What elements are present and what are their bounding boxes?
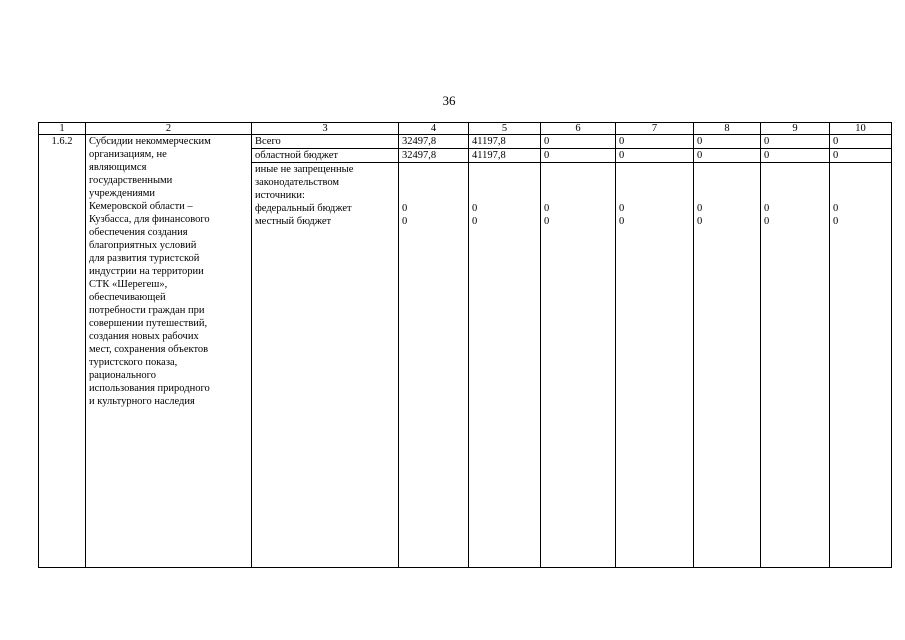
other-sources-line: законодательством xyxy=(255,177,340,188)
page-number: 36 xyxy=(442,93,456,108)
description-line: Кузбасса, для финансового xyxy=(89,214,210,225)
federal-value: 0 xyxy=(619,203,625,214)
value-cell-pair xyxy=(616,163,694,568)
description-line: индустрии на территории xyxy=(89,266,204,277)
row-code: 1.6.2 xyxy=(39,135,86,568)
local-value: 0 xyxy=(472,216,478,227)
header-cell: 2 xyxy=(86,123,252,135)
value-cell: 0 xyxy=(830,135,892,149)
federal-value: 0 xyxy=(833,203,839,214)
value-cell: 41197,8 xyxy=(469,135,541,149)
header-row xyxy=(39,123,892,135)
description-line: являющимся xyxy=(89,162,147,173)
description-line: организациям, не xyxy=(89,149,167,160)
local-value: 0 xyxy=(764,216,770,227)
description-line: обеспечения создания xyxy=(89,227,188,238)
description-line: и культурного наследия xyxy=(89,396,195,407)
description-line: потребности граждан при xyxy=(89,305,205,316)
header-cell: 5 xyxy=(469,123,541,135)
value-cell-pair xyxy=(469,163,541,568)
value-cell: 0 xyxy=(694,135,761,149)
local-value: 0 xyxy=(619,216,625,227)
header-cell: 4 xyxy=(399,123,469,135)
federal-value: 0 xyxy=(472,203,478,214)
source-label-federal: федеральный бюджет xyxy=(255,203,352,214)
description-line: туристского показа, xyxy=(89,357,178,368)
value-cell: 32497,8 xyxy=(399,135,469,149)
source-label-local: местный бюджет xyxy=(255,216,332,227)
value-cell-pair xyxy=(694,163,761,568)
description-line: Кемеровской области – xyxy=(89,201,193,212)
description-line: СТК «Шерегеш», xyxy=(89,279,168,290)
row-description xyxy=(86,135,252,568)
description-line: создания новых рабочих xyxy=(89,331,199,342)
description-line: государственными xyxy=(89,175,173,186)
value-cell: 0 xyxy=(830,149,892,163)
description-line: мест, сохранения объектов xyxy=(89,344,209,355)
header-cell: 10 xyxy=(830,123,892,135)
value-cell: 0 xyxy=(616,149,694,163)
source-label-total: Всего xyxy=(252,135,399,149)
header-cell: 8 xyxy=(694,123,761,135)
federal-value: 0 xyxy=(764,203,770,214)
description-line: обеспечивающей xyxy=(89,292,166,303)
header-cell: 3 xyxy=(252,123,399,135)
header-cell: 9 xyxy=(761,123,830,135)
description-line: учреждениями xyxy=(89,188,156,199)
value-cell: 0 xyxy=(761,149,830,163)
local-value: 0 xyxy=(544,216,550,227)
description-line: использования природного xyxy=(89,383,210,394)
value-cell: 0 xyxy=(541,149,616,163)
local-value: 0 xyxy=(697,216,703,227)
value-cell: 0 xyxy=(541,135,616,149)
value-cell: 0 xyxy=(694,149,761,163)
description-line: рационального xyxy=(89,370,156,381)
source-label-regional: областной бюджет xyxy=(252,149,399,163)
budget-table xyxy=(38,122,892,568)
value-cell: 41197,8 xyxy=(469,149,541,163)
value-cell: 0 xyxy=(616,135,694,149)
local-value: 0 xyxy=(833,216,839,227)
total-row xyxy=(39,135,892,149)
description-line: Субсидии некоммерческим xyxy=(89,136,211,147)
description-line: совершении путешествий, xyxy=(89,318,208,329)
other-sources-line: источники: xyxy=(255,190,305,201)
header-cell: 6 xyxy=(541,123,616,135)
local-value: 0 xyxy=(402,216,408,227)
description-line: благоприятных условий xyxy=(89,240,197,251)
value-cell-pair xyxy=(399,163,469,568)
header-cell: 1 xyxy=(39,123,86,135)
value-cell-pair xyxy=(761,163,830,568)
value-cell-pair xyxy=(541,163,616,568)
other-sources-line: иные не запрещенные xyxy=(255,164,354,175)
header-cell: 7 xyxy=(616,123,694,135)
description-line: для развития туристской xyxy=(89,253,200,264)
federal-value: 0 xyxy=(697,203,703,214)
federal-value: 0 xyxy=(544,203,550,214)
value-cell: 0 xyxy=(761,135,830,149)
value-cell-pair xyxy=(830,163,892,568)
federal-value: 0 xyxy=(402,203,408,214)
other-sources-cell xyxy=(252,163,399,568)
value-cell: 32497,8 xyxy=(399,149,469,163)
